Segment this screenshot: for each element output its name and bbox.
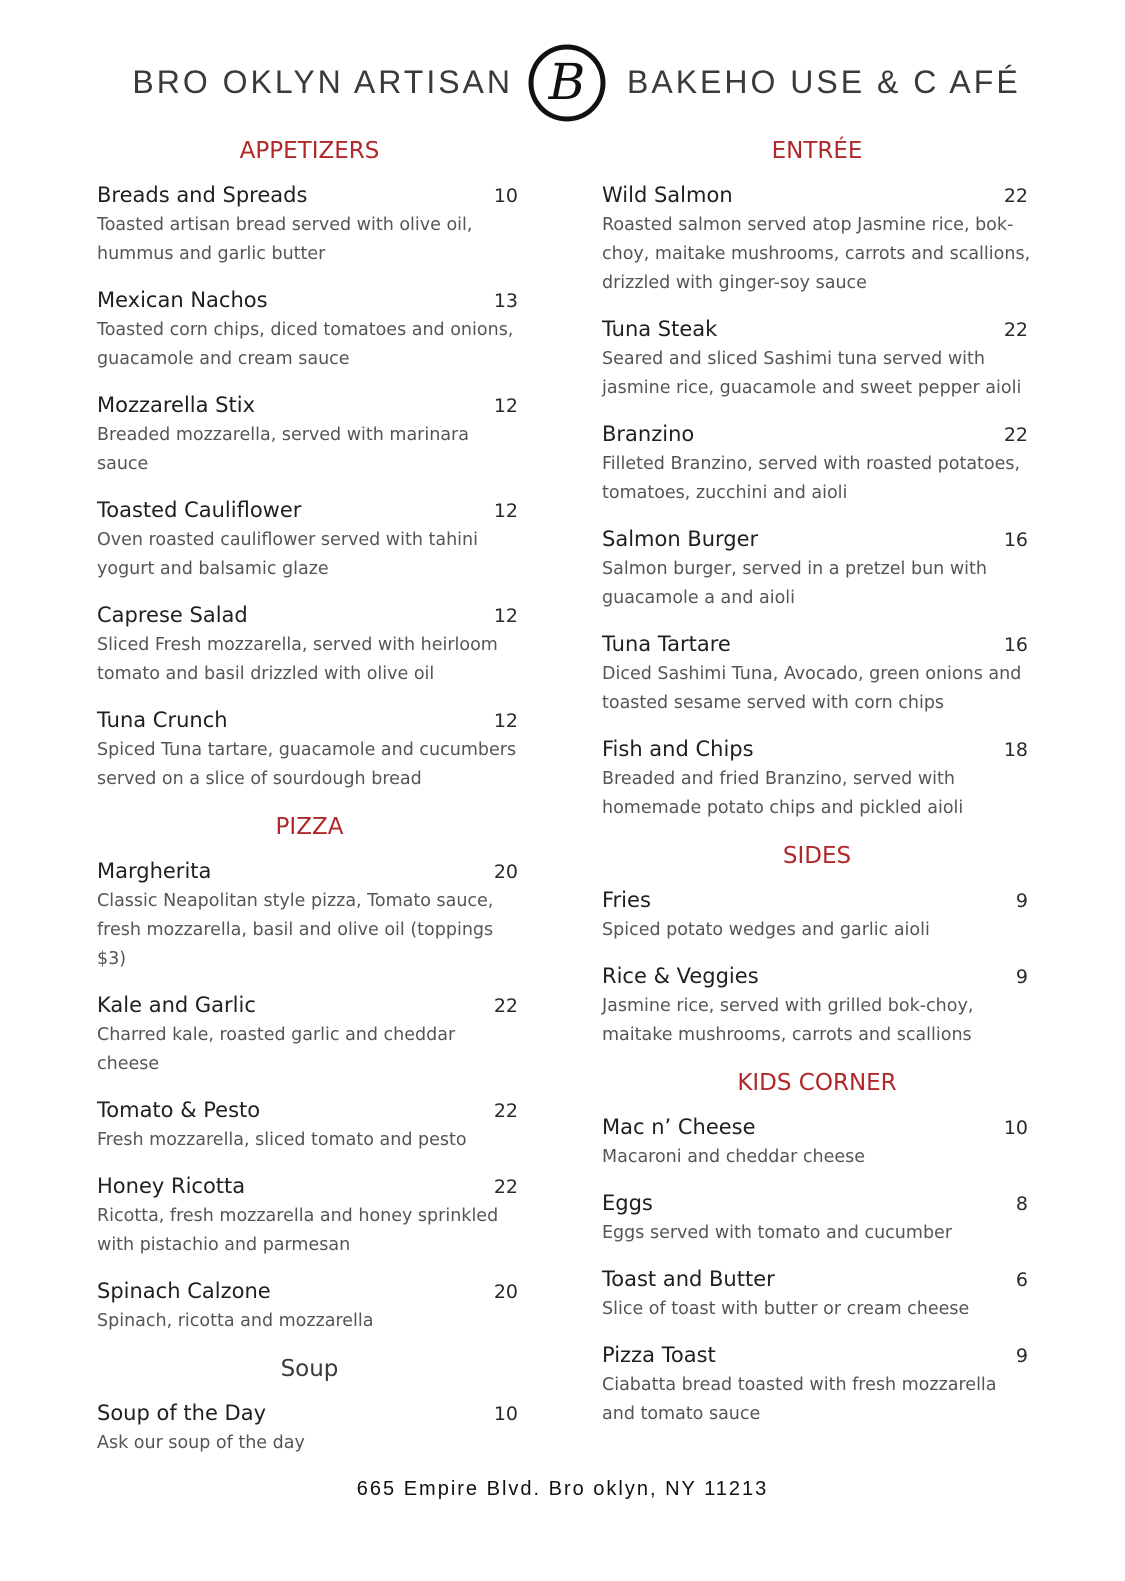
menu-item-price: 16	[1003, 634, 1028, 656]
menu-item-price: 22	[1003, 424, 1028, 446]
menu-item-name: Branzino	[602, 422, 695, 446]
menu-item-price: 10	[493, 1403, 518, 1425]
menu-item-description: Diced Sashimi Tuna, Avocado, green onions and toasted sesame served with corn chips	[602, 664, 1022, 713]
menu-item-description: Seared and sliced Sashimi tuna served with jasmine rice, guacamole and sweet pepper aioli	[602, 349, 1022, 398]
menu-item-header	[602, 1112, 1032, 1143]
menu-item-description: Oven roasted cauliflower served with tahini yogurt and balsamic glaze	[97, 530, 478, 579]
menu-header	[0, 40, 1125, 130]
menu-item-description: Spiced potato wedges and garlic aioli	[602, 920, 930, 940]
menu-item-price: 20	[493, 1281, 518, 1303]
menu-item-description: Roasted salmon served atop Jasmine rice, bok-choy, maitake mushrooms, carrots and scallions, drizzled with ginger-soy sauce	[602, 215, 1031, 293]
appetizers-section	[97, 134, 522, 794]
menu-item-price: 22	[493, 1176, 518, 1198]
menu-item-description: Breaded mozzarella, served with marinara sauce	[97, 425, 469, 474]
menu-item-name: Eggs	[602, 1191, 653, 1215]
menu-item-description: Eggs served with tomato and cucumber	[602, 1223, 953, 1243]
menu-item-name: Fries	[602, 888, 651, 912]
menu-item	[602, 885, 1032, 945]
section-title: ENTRÉE	[771, 138, 863, 164]
menu-item-name: Spinach Calzone	[97, 1279, 271, 1303]
menu-item-header	[97, 1398, 522, 1429]
menu-item-description: Spinach, ricotta and mozzarella	[97, 1311, 374, 1331]
menu-item-price: 13	[493, 290, 518, 312]
menu-item-header	[602, 885, 1032, 916]
menu-item-header	[602, 734, 1032, 765]
logo-letter: B	[548, 53, 586, 111]
menu-item	[97, 390, 522, 479]
menu-item	[602, 419, 1032, 508]
menu-item-name: Tomato & Pesto	[97, 1098, 261, 1122]
menu-item-header	[97, 495, 522, 526]
menu-item-name: Toast and Butter	[602, 1267, 775, 1291]
menu-item-header	[97, 705, 522, 736]
section-title: Soup	[280, 1356, 339, 1382]
menu-item-name: Tuna Crunch	[97, 708, 228, 732]
menu-item-description: Slice of toast with butter or cream cheese	[602, 1299, 970, 1319]
menu-item-price: 22	[1003, 319, 1028, 341]
menu-item	[602, 180, 1032, 298]
menu-item-description: Ask our soup of the day	[97, 1433, 305, 1453]
soup-section	[97, 1352, 522, 1458]
menu-item-name: Honey Ricotta	[97, 1174, 246, 1198]
menu-item-price: 9	[1015, 890, 1028, 912]
section-title: APPETIZERS	[239, 138, 380, 164]
menu-item-header	[97, 1276, 522, 1307]
menu-item-header	[602, 419, 1032, 450]
brand-name-right: BAKEHO USE & C AFÉ	[627, 64, 1021, 100]
section-title: KIDS CORNER	[737, 1070, 897, 1096]
menu-item-description: Classic Neapolitan style pizza, Tomato sauce, fresh mozzarella, basil and olive oil (toppings $3)	[97, 891, 494, 969]
menu-item-name: Wild Salmon	[602, 183, 733, 207]
menu-item	[97, 1171, 522, 1260]
menu-item-name: Mexican Nachos	[97, 288, 268, 312]
menu-item-description: Spiced Tuna tartare, guacamole and cucumbers served on a slice of sourdough bread	[97, 740, 517, 789]
menu-item-name: Tuna Tartare	[602, 632, 731, 656]
menu-item-price: 6	[1015, 1269, 1028, 1291]
menu-item	[602, 1188, 1032, 1248]
menu-item-header	[602, 1188, 1032, 1219]
entree-section	[602, 134, 1032, 823]
menu-item-price: 22	[1003, 185, 1028, 207]
menu-item-price: 16	[1003, 529, 1028, 551]
menu-item-name: Soup of the Day	[97, 1401, 267, 1425]
menu-item-description: Jasmine rice, served with grilled bok-choy, maitake mushrooms, carrots and scallions	[602, 996, 974, 1045]
menu-item	[602, 734, 1032, 823]
menu-item-price: 9	[1015, 966, 1028, 988]
menu-item-description: Breaded and fried Branzino, served with homemade potato chips and pickled aioli	[602, 769, 964, 818]
menu-item-price: 10	[493, 185, 518, 207]
brand-name-left: BRO OKLYN ARTISAN	[132, 64, 513, 100]
menu-item-price: 12	[493, 395, 518, 417]
menu-item	[97, 1276, 522, 1336]
menu-item-description: Salmon burger, served in a pretzel bun with guacamole a and aioli	[602, 559, 987, 608]
menu-item-header	[602, 629, 1032, 660]
menu-item-header	[602, 314, 1032, 345]
menu-item-name: Tuna Steak	[602, 317, 718, 341]
menu-item	[602, 1340, 1032, 1429]
menu-item-description: Charred kale, roasted garlic and cheddar cheese	[97, 1025, 456, 1074]
menu-item-name: Caprese Salad	[97, 603, 248, 627]
menu-item-description: Macaroni and cheddar cheese	[602, 1147, 865, 1167]
menu-item-name: Rice & Veggies	[602, 964, 759, 988]
menu-item	[602, 524, 1032, 613]
menu-item-price: 12	[493, 500, 518, 522]
menu-item-header	[602, 524, 1032, 555]
menu-item-name: Toasted Cauliflower	[97, 498, 302, 522]
menu-item	[97, 856, 522, 974]
menu-item-description: Ricotta, fresh mozzarella and honey sprinkled with pistachio and parmesan	[97, 1206, 499, 1255]
menu-item-description: Toasted corn chips, diced tomatoes and onions, guacamole and cream sauce	[97, 320, 514, 369]
menu-item-header	[97, 285, 522, 316]
menu-item-header	[97, 180, 522, 211]
menu-item-price: 10	[1003, 1117, 1028, 1139]
menu-item-description: Ciabatta bread toasted with fresh mozzarella and tomato sauce	[602, 1375, 997, 1424]
menu-item	[602, 314, 1032, 403]
menu-item	[602, 1112, 1032, 1172]
menu-item	[602, 629, 1032, 718]
menu-item-header	[602, 1264, 1032, 1295]
left-column	[97, 134, 522, 1474]
menu-item-description: Toasted artisan bread served with olive oil, hummus and garlic butter	[97, 215, 473, 264]
pizza-section	[97, 810, 522, 1336]
menu-item-header	[602, 180, 1032, 211]
menu-item	[97, 990, 522, 1079]
menu-item-price: 22	[493, 1100, 518, 1122]
menu-item-description: Fresh mozzarella, sliced tomato and pesto	[97, 1130, 467, 1150]
menu-item-description: Filleted Branzino, served with roasted potatoes, tomatoes, zucchini and aioli	[602, 454, 1021, 503]
sides-section	[602, 839, 1032, 1050]
menu-item-name: Margherita	[97, 859, 212, 883]
menu-item-header	[97, 856, 522, 887]
section-title: PIZZA	[275, 814, 344, 840]
menu-item	[97, 495, 522, 584]
menu-item-header	[602, 961, 1032, 992]
footer-address: 665 Empire Blvd. Bro oklyn, NY 11213	[356, 1478, 769, 1500]
menu-item	[97, 705, 522, 794]
menu-item-name: Pizza Toast	[602, 1343, 716, 1367]
menu-item-name: Kale and Garlic	[97, 993, 256, 1017]
menu-item-header	[97, 990, 522, 1021]
menu-item-price: 20	[493, 861, 518, 883]
menu-item-header	[97, 1171, 522, 1202]
menu-item-header	[602, 1340, 1032, 1371]
menu-item-header	[97, 1095, 522, 1126]
menu-item-price: 18	[1003, 739, 1028, 761]
menu-item	[602, 1264, 1032, 1324]
b-monogram-logo-icon	[527, 43, 607, 123]
menu-item-price: 9	[1015, 1345, 1028, 1367]
menu-item-description: Sliced Fresh mozzarella, served with heirloom tomato and basil drizzled with olive oil	[97, 635, 498, 684]
menu-item-name: Salmon Burger	[602, 527, 759, 551]
menu-item	[97, 1095, 522, 1155]
menu-item	[602, 961, 1032, 1050]
kids-corner-section	[602, 1066, 1032, 1429]
menu-item	[97, 1398, 522, 1458]
menu-item	[97, 285, 522, 374]
menu-item-price: 22	[493, 995, 518, 1017]
menu-item-header	[97, 390, 522, 421]
section-title: SIDES	[782, 843, 852, 869]
menu-item-price: 8	[1015, 1193, 1028, 1215]
right-column	[602, 134, 1032, 1445]
menu-item-price: 12	[493, 605, 518, 627]
menu-item-name: Mac n’ Cheese	[602, 1115, 756, 1139]
menu-item	[97, 180, 522, 269]
menu-item-name: Fish and Chips	[602, 737, 754, 761]
menu-item	[97, 600, 522, 689]
menu-item-name: Mozzarella Stix	[97, 393, 256, 417]
menu-item-name: Breads and Spreads	[97, 183, 308, 207]
menu-item-price: 12	[493, 710, 518, 732]
menu-item-header	[97, 600, 522, 631]
